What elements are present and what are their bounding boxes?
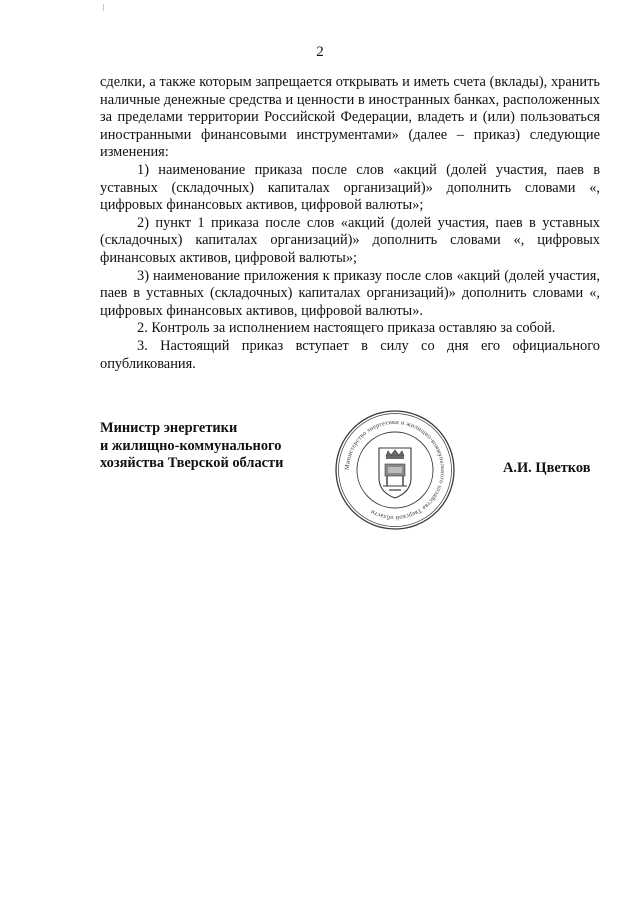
paragraph-effective-date: 3. Настоящий приказ вступает в силу со дня его официального опубликования. bbox=[100, 337, 600, 372]
signatory-position-line: и жилищно-коммунального bbox=[100, 437, 282, 454]
scan-mark bbox=[103, 4, 104, 11]
signatory-position-line: хозяйства Тверской области bbox=[100, 455, 284, 471]
page-number: 2 bbox=[316, 44, 324, 60]
official-seal-icon bbox=[333, 408, 457, 532]
signatory-position bbox=[100, 420, 283, 473]
paragraph-amendment-1: 1) наименование приказа после слов «акций (долей участия, паев в уставных (складочных) капиталах организаций)» дополнить словами «, цифровых финансовых активов, цифровой валюты»; bbox=[100, 161, 600, 214]
paragraph-amendment-3: 3) наименование приложения к приказу после слов «акций (долей участия, паев в уставных (складочных) капиталах организаций)» дополнить словами «, цифровых финансовых активов, цифровой валюты». bbox=[100, 267, 600, 319]
document-body bbox=[100, 74, 600, 373]
seal-ring-text: Министерство энергетики и жилищно-коммунального хозяйства Тверской области bbox=[343, 418, 447, 522]
paragraph-continuation: сделки, а также которым запрещается открывать и иметь счета (вклады), хранить наличные денежные средства и ценности в иностранных банках, расположенных за пределами территории Российской Федерации, владеть и (или) пользоваться иностранными финансовыми инструментами» (далее – приказ) следующие изменения: bbox=[100, 74, 600, 161]
paragraph-control: 2. Контроль за исполнением настоящего приказа оставляю за собой. bbox=[137, 320, 556, 337]
signer-name: А.И. Цветков bbox=[503, 460, 591, 476]
paragraph-amendment-2: 2) пункт 1 приказа после слов «акций (долей участия, паев в уставных (складочных) капиталах организаций)» дополнить словами «, цифровых финансовых активов, цифровой валюты»; bbox=[100, 214, 600, 266]
signatory-position-line: Министр энергетики bbox=[100, 420, 238, 436]
coat-of-arms-icon bbox=[379, 448, 411, 498]
